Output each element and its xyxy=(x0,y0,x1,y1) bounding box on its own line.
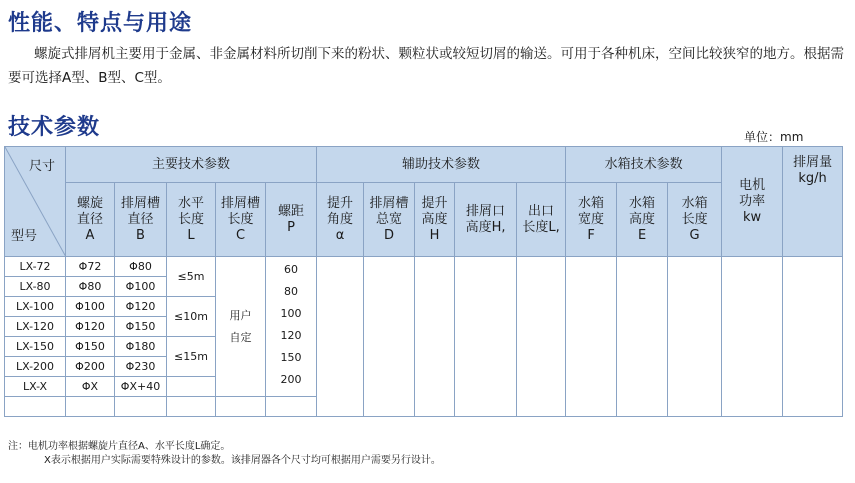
cell-model: LX-100 xyxy=(5,297,66,317)
pitch-value: 120 xyxy=(280,329,302,342)
footnote-line: X表示根据用户实际需要特殊设计的参数。该排屑器各个尺寸均可根据用户需要另行设计。 xyxy=(44,455,441,466)
cell-b: Φ120 xyxy=(115,297,167,317)
cell-blank xyxy=(617,257,668,417)
cell-blank xyxy=(517,257,566,417)
cell-model: LX-120 xyxy=(5,317,66,337)
footnote-line: 注：电机功率根据螺旋片直径A、水平长度L确定。 xyxy=(8,441,231,452)
cell-model: LX-X xyxy=(5,377,66,397)
cell-c: 用户 自定 xyxy=(216,257,266,397)
cell-a: ΦX xyxy=(66,377,115,397)
cell-blank xyxy=(317,257,364,417)
cell-blank xyxy=(415,257,455,417)
cell-model: LX-200 xyxy=(5,357,66,377)
col-tank-height: 水箱 高度 E xyxy=(617,183,668,257)
cell-p xyxy=(266,257,317,397)
cell-a: Φ150 xyxy=(66,337,115,357)
header-corner-cell xyxy=(5,147,66,257)
col-spiral-diameter: 螺旋 直径 A xyxy=(66,183,115,257)
cell-model: LX-80 xyxy=(5,277,66,297)
col-tank-width: 水箱 宽度 F xyxy=(566,183,617,257)
cell-blank xyxy=(266,397,317,417)
col-lift-angle: 提升 角度 α xyxy=(317,183,364,257)
cell-b: ΦX+40 xyxy=(115,377,167,397)
cell-b: Φ230 xyxy=(115,357,167,377)
group-main-params: 主要技术参数 xyxy=(66,147,317,183)
group-water-params: 水箱技术参数 xyxy=(566,147,722,183)
cell-b: Φ150 xyxy=(115,317,167,337)
cell-blank xyxy=(364,257,415,417)
cell-blank xyxy=(167,377,216,397)
col-lift-height: 提升 高度 H xyxy=(415,183,455,257)
col-total-width: 排屑槽 总宽 D xyxy=(364,183,415,257)
col-outlet-height: 排屑口 高度H, xyxy=(455,183,517,257)
col-trough-diameter: 排屑槽 直径 B xyxy=(115,183,167,257)
col-tank-length: 水箱 长度 G xyxy=(668,183,722,257)
col-motor-power: 电机 功率 kw xyxy=(722,147,783,257)
corner-size-label: 尺寸 xyxy=(29,159,56,174)
cell-l: ≤5m xyxy=(167,257,216,297)
cell-blank xyxy=(783,257,843,417)
cell-a: Φ72 xyxy=(66,257,115,277)
pitch-value: 80 xyxy=(284,285,299,298)
cell-model: LX-150 xyxy=(5,337,66,357)
corner-model-label: 型号 xyxy=(11,229,38,244)
cell-a: Φ100 xyxy=(66,297,115,317)
intro-paragraph: 螺旋式排屑机主要用于金属、非金属材料所切削下来的粉状、颗粒状或较短切屑的输送。可用于各种机床，空间比较狭窄的地方。根据需要可选择A型、B型、C型。 xyxy=(8,46,844,86)
cell-a: Φ200 xyxy=(66,357,115,377)
spec-table xyxy=(4,146,843,417)
pitch-value: 100 xyxy=(280,307,302,320)
footnote xyxy=(8,440,441,468)
section-title-specs: 技术参数 xyxy=(8,114,101,140)
pitch-value: 150 xyxy=(280,351,302,364)
group-aux-params: 辅助技术参数 xyxy=(317,147,566,183)
cell-model: LX-72 xyxy=(5,257,66,277)
unit-label: 单位：mm xyxy=(744,130,804,144)
cell-b: Φ180 xyxy=(115,337,167,357)
cell-blank xyxy=(5,397,66,417)
cell-b: Φ80 xyxy=(115,257,167,277)
cell-blank xyxy=(66,397,115,417)
pitch-value: 60 xyxy=(284,263,299,276)
cell-a: Φ120 xyxy=(66,317,115,337)
col-horizontal-length: 水平 长度 L xyxy=(167,183,216,257)
table-row xyxy=(5,257,843,277)
cell-blank xyxy=(167,397,216,417)
col-trough-length: 排屑槽 长度 C xyxy=(216,183,266,257)
col-pitch: 螺距 P xyxy=(266,183,317,257)
cell-blank xyxy=(115,397,167,417)
pitch-value: 200 xyxy=(280,373,302,386)
cell-a: Φ80 xyxy=(66,277,115,297)
cell-blank xyxy=(722,257,783,417)
col-output: 排屑量 kg/h xyxy=(783,147,843,257)
cell-blank xyxy=(216,397,266,417)
col-outlet-length: 出口 长度L, xyxy=(517,183,566,257)
section-title-features: 性能、特点与用途 xyxy=(8,10,193,36)
cell-blank xyxy=(668,257,722,417)
cell-blank xyxy=(455,257,517,417)
cell-b: Φ100 xyxy=(115,277,167,297)
cell-l: ≤10m xyxy=(167,297,216,337)
cell-l: ≤15m xyxy=(167,337,216,377)
cell-blank xyxy=(566,257,617,417)
